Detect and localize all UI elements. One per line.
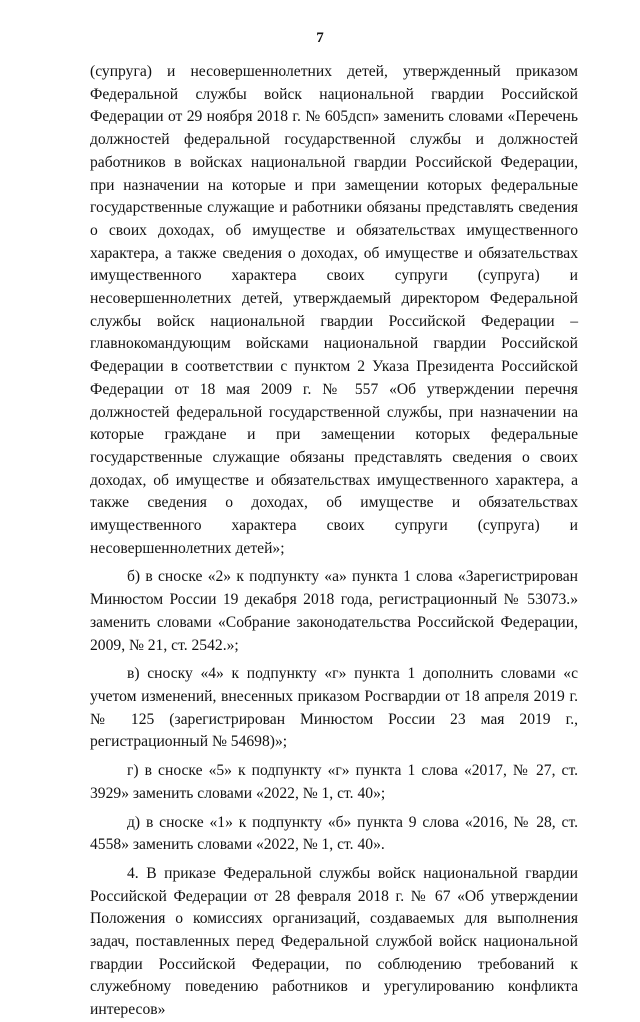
paragraph-continuation: (супруга) и несовершеннолетних детей, утвержденный приказом Федеральной службы войск национальной гвардии Российской Федерации от 29 ноября 2018 г. № 605дсп» заменить словами «Перечень должностей федеральной государственной службы и должностей работников в войсках национальной гвардии Российской Федерации, при назначении на которые и при замещении которых федеральные государственные служащие и работники обязаны представлять сведения о своих доходах, об имуществе и обязательствах имущественного характера, а также сведения о доходах, об имуществе и обязательствах имущественного характера своих супруги (супруга) и несовершеннолетних детей, утверждаемый директором Федеральной службы войск национальной гвардии Российской Федерации – главнокомандующим войсками национальной гвардии Российской Федерации в соответствии с пунктом 2 Указа Президента Российской Федерации от 18 мая 2009 г. № 557 «Об утверждении перечня должностей федеральной государственной службы, при назначении на которые граждане и при замещении которых федеральные государственные служащие обязаны представлять сведения о своих доходах, об имуществе и обязательствах имущественного характера, а также сведения о доходах, об имуществе и обязательствах имущественного характера своих супруги (супруга) и несовершеннолетних детей»; [90,63,578,557]
document-body [90,61,578,1022]
page-number: 7 [316,30,324,46]
paragraph-item-4: 4. В приказе Федеральной службы войск национальной гвардии Российской Федерации от 28 февраля 2018 г. № 67 «Об утверждении Положения о комиссиях организаций, создаваемых для выполнения задач, поставленных перед Федеральной службой войск национальной гвардии Российской Федерации, по соблюдению требований к служебному поведению работников и урегулированию конфликта интересов» [90,864,578,1019]
paragraph-subitem-d: д) в сноске «1» к подпункту «б» пункта 9 слова «2016, № 28, ст. 4558» заменить словами «2022, № 1, ст. 40». [90,813,578,854]
paragraph-subitem-v: в) сноску «4» к подпункту «г» пункта 1 дополнить словами «с учетом изменений, внесенных приказом Росгвардии от 18 апреля 2019 г. № 125 (зарегистрирован Минюстом России 23 мая 2019 г., регистрационный № 54698)»; [90,665,578,751]
paragraph-subitem-b: б) в сноске «2» к подпункту «а» пункта 1 слова «Зарегистрирован Минюстом России 19 декабря 2018 года, регистрационный № 53073.» заменить словами «Собрание законодательства Российской Федерации, 2009, № 21, ст. 2542.»; [90,568,578,654]
paragraph-subitem-g: г) в сноске «5» к подпункту «г» пункта 1 слова «2017, № 27, ст. 3929» заменить словами «2022, № 1, ст. 40»; [90,762,578,802]
